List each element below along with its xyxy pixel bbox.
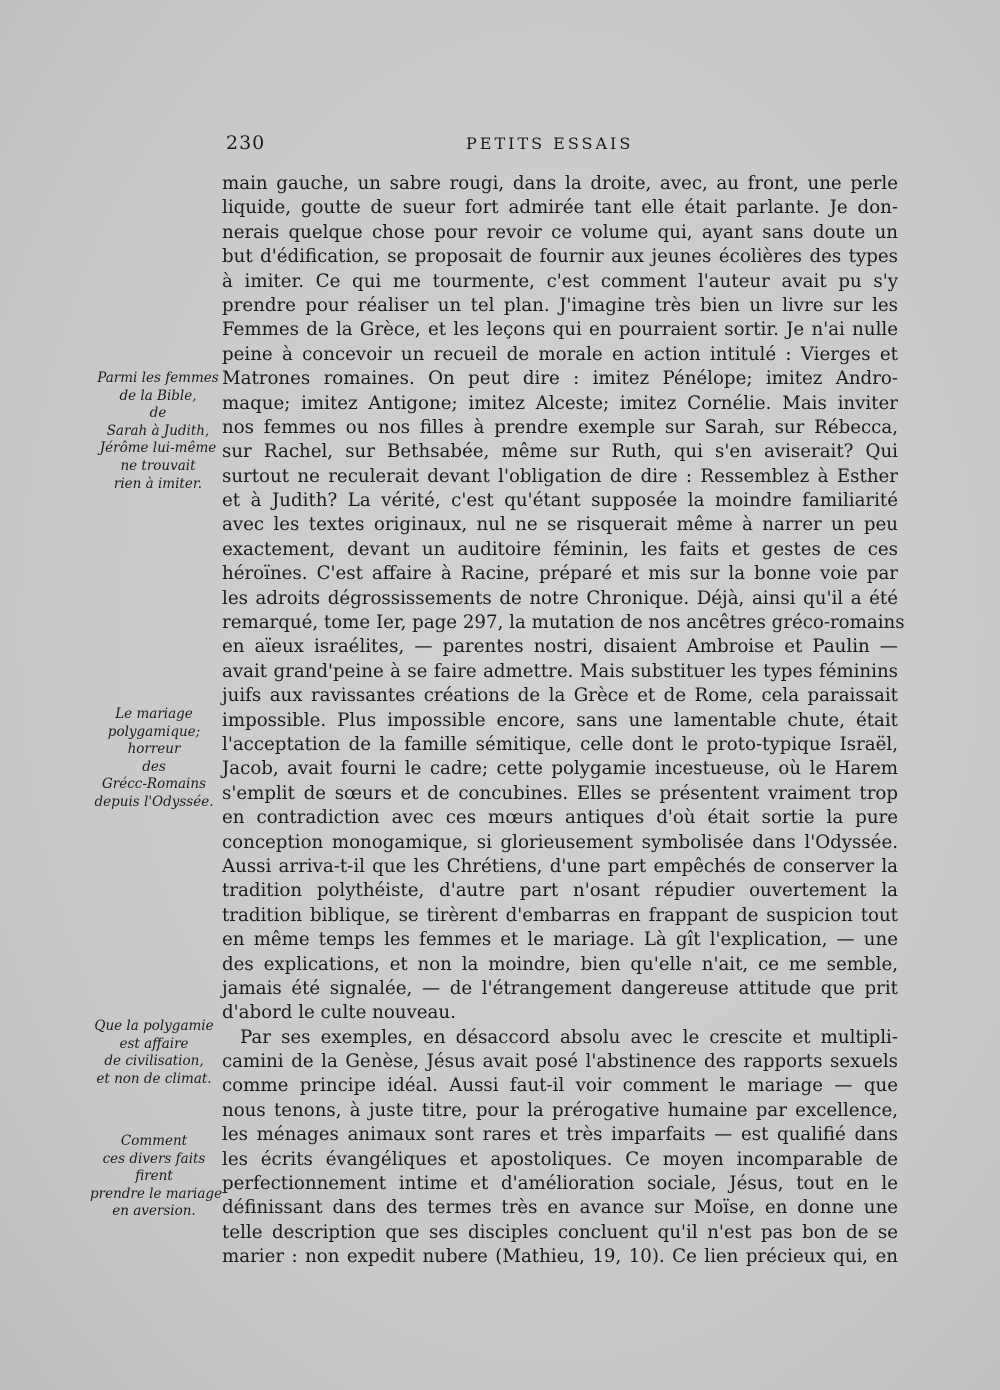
margin-note-polygamy-civilization — [90, 1018, 218, 1088]
margin-note-line: des — [142, 758, 166, 775]
margin-note-line: Grécc-Romains — [102, 776, 206, 793]
text-line: tradition biblique, se tirèrent d'embarras en frappant de suspicion tout — [222, 904, 898, 926]
text-line: les écrits évangéliques et apostoliques. Ce moyen incomparable de — [222, 1148, 898, 1170]
text-line: marier : non expedit nubere (Mathieu, 19, 10). Ce lien précieux qui, en — [222, 1246, 898, 1268]
text-line: prendre pour réaliser un tel plan. J'imagine très bien un livre sur les — [222, 294, 898, 316]
margin-note-polygamous-marriage — [90, 706, 218, 812]
text-line: exactement, devant un auditoire féminin, les faits et gestes de ces — [222, 538, 898, 560]
margin-note-line: prendre le mariage — [90, 1185, 223, 1202]
text-line: en aïeux israélites, — parentes nostri, disaient Ambroise et Paulin — — [222, 636, 898, 658]
text-line: telle description que ses disciples concluent qu'il n'est pas bon de se — [222, 1221, 898, 1243]
text-line: Femmes de la Grèce, et les leçons qui en pourraient sortir. Je n'ai nulle — [222, 319, 898, 341]
text-line: en même temps les femmes et le mariage. Là gît l'explication, — une — [222, 929, 898, 951]
margin-note-line: depuis l'Odyssée. — [94, 793, 214, 810]
margin-note-marriage-aversion — [90, 1133, 223, 1221]
text-line: nos femmes ou nos filles à prendre exemple sur Sarah, sur Rébecca, — [222, 416, 898, 438]
text-line: d'abord le culte nouveau. — [222, 1002, 456, 1024]
margin-note-line: horreur — [127, 741, 181, 758]
text-line: Matrones romaines. On peut dire : imitez Pénélope; imitez Andro- — [222, 368, 898, 390]
running-title: PETITS ESSAIS — [466, 134, 634, 153]
text-line: comme principe idéal. Aussi faut-il voir comment le mariage — que — [222, 1075, 898, 1097]
text-line: avait grand'peine à se faire admettre. Mais substituer les types féminins — [222, 660, 898, 682]
margin-note-line: en aversion. — [112, 1203, 196, 1220]
text-line: surtout ne reculerait devant l'obligation de dire : Ressemblez à Esther — [222, 465, 898, 487]
margin-note-line: est affaire — [119, 1035, 189, 1052]
margin-note-line: polygamique; — [107, 723, 201, 740]
text-line: perfectionnement intime et d'amélioration sociale, Jésus, tout en le — [222, 1173, 898, 1195]
text-line: liquide, goutte de sueur fort admirée tant elle était parlante. Je don- — [222, 197, 898, 219]
margin-note-line: ces divers faits — [102, 1150, 206, 1167]
text-line: conception monogamique, si glorieusement symbolisée dans l'Odyssée. — [222, 831, 898, 853]
margin-note-line: Que la polygamie — [94, 1018, 214, 1034]
text-line: héroïnes. C'est affaire à Racine, préparé et mis sur la bonne voie par — [222, 563, 898, 585]
text-line: jamais été signalée, — de l'étrangement dangereuse attitude que prit — [222, 977, 898, 999]
page-header — [226, 132, 896, 158]
text-line: maque; imitez Antigone; imitez Alceste; imitez Cornélie. Mais inviter — [222, 392, 898, 414]
text-line: sur Rachel, sur Bethsabée, même sur Ruth, qui s'en aviserait? Qui — [222, 441, 898, 463]
margin-note-line: Sarah à Judith, — [106, 422, 210, 439]
margin-note-line: Parmi les femmes — [97, 370, 219, 386]
margin-note-line: de civilisation, — [104, 1053, 204, 1070]
text-line: nerais quelque chose pour revoir ce volume qui, ayant sans doute un — [222, 221, 898, 243]
text-line: Jacob, avait fourni le cadre; cette polygamie incestueuse, où le Harem — [222, 758, 898, 780]
text-line: nous tenons, à juste titre, pour la prérogative humaine par excellence, — [222, 1099, 898, 1121]
page-number: 230 — [226, 132, 266, 154]
text-line: main gauche, un sabre rougi, dans la droite, avec, au front, une perle — [222, 173, 898, 194]
text-line: tradition polythéiste, d'autre part n'osant répudier ouvertement la — [222, 880, 898, 902]
text-line: les ménages animaux sont rares et très imparfaits — est qualifié dans — [222, 1124, 898, 1146]
text-line: avec les textes originaux, nul ne se risquerait même à narrer un peu — [222, 514, 898, 536]
text-line: but d'édification, se proposait de fournir aux jeunes écolières des types — [222, 246, 898, 268]
text-line: en contradiction avec ces mœurs antiques d'où était sortie la pure — [222, 807, 898, 829]
text-line: Par ses exemples, en désaccord absolu avec le crescite et multipli- — [240, 1026, 898, 1048]
margin-note-line: et non de climat. — [96, 1070, 212, 1087]
text-line: Aussi arriva-t-il que les Chrétiens, d'une part empêchés de conserver la — [222, 855, 898, 877]
text-line: définissant dans des termes très en avance sur Moïse, en donne une — [222, 1197, 898, 1219]
text-line: et à Judith? La vérité, c'est qu'étant supposée la moindre familiarité — [222, 490, 898, 512]
text-line: camini de la Genèse, Jésus avait posé l'abstinence des rapports sexuels — [222, 1051, 898, 1073]
margin-note-bible-women — [94, 370, 222, 493]
margin-note-line: de — [149, 405, 167, 422]
margin-note-line: firent — [135, 1168, 173, 1185]
text-line: l'acceptation de la famille sémitique, celle dont le proto-typique Israël, — [222, 733, 898, 755]
text-line: des explications, et non la moindre, bien qu'elle n'ait, ce me semble, — [222, 953, 898, 975]
text-line: impossible. Plus impossible encore, sans une lamentable chute, était — [222, 709, 898, 731]
text-line: remarqué, tome Ier, page 297, la mutation de nos ancêtres gréco-romains — [222, 612, 905, 634]
text-line: juifs aux ravissantes créations de la Grèce et de Rome, cela paraissait — [222, 685, 898, 707]
text-line: peine à concevoir un recueil de morale en action intitulé : Vierges et — [222, 343, 898, 365]
text-line: s'emplit de sœurs et de concubines. Elles se présentent vraiment trop — [222, 782, 898, 804]
margin-note-line: Le mariage — [115, 706, 193, 722]
text-line: à imiter. Ce qui me tourmente, c'est comment l'auteur avait pu s'y — [222, 270, 898, 292]
margin-note-line: ne trouvait — [120, 457, 196, 474]
text-line: les adroits dégrossissements de notre Chronique. Déjà, ainsi qu'il a été — [222, 587, 898, 609]
margin-note-line: Comment — [120, 1133, 188, 1149]
margin-note-line: rien à imiter. — [113, 475, 203, 492]
margin-note-line: Jérôme lui-même — [99, 440, 217, 457]
margin-note-line: de la Bible, — [119, 387, 197, 404]
body-text — [222, 172, 905, 1270]
